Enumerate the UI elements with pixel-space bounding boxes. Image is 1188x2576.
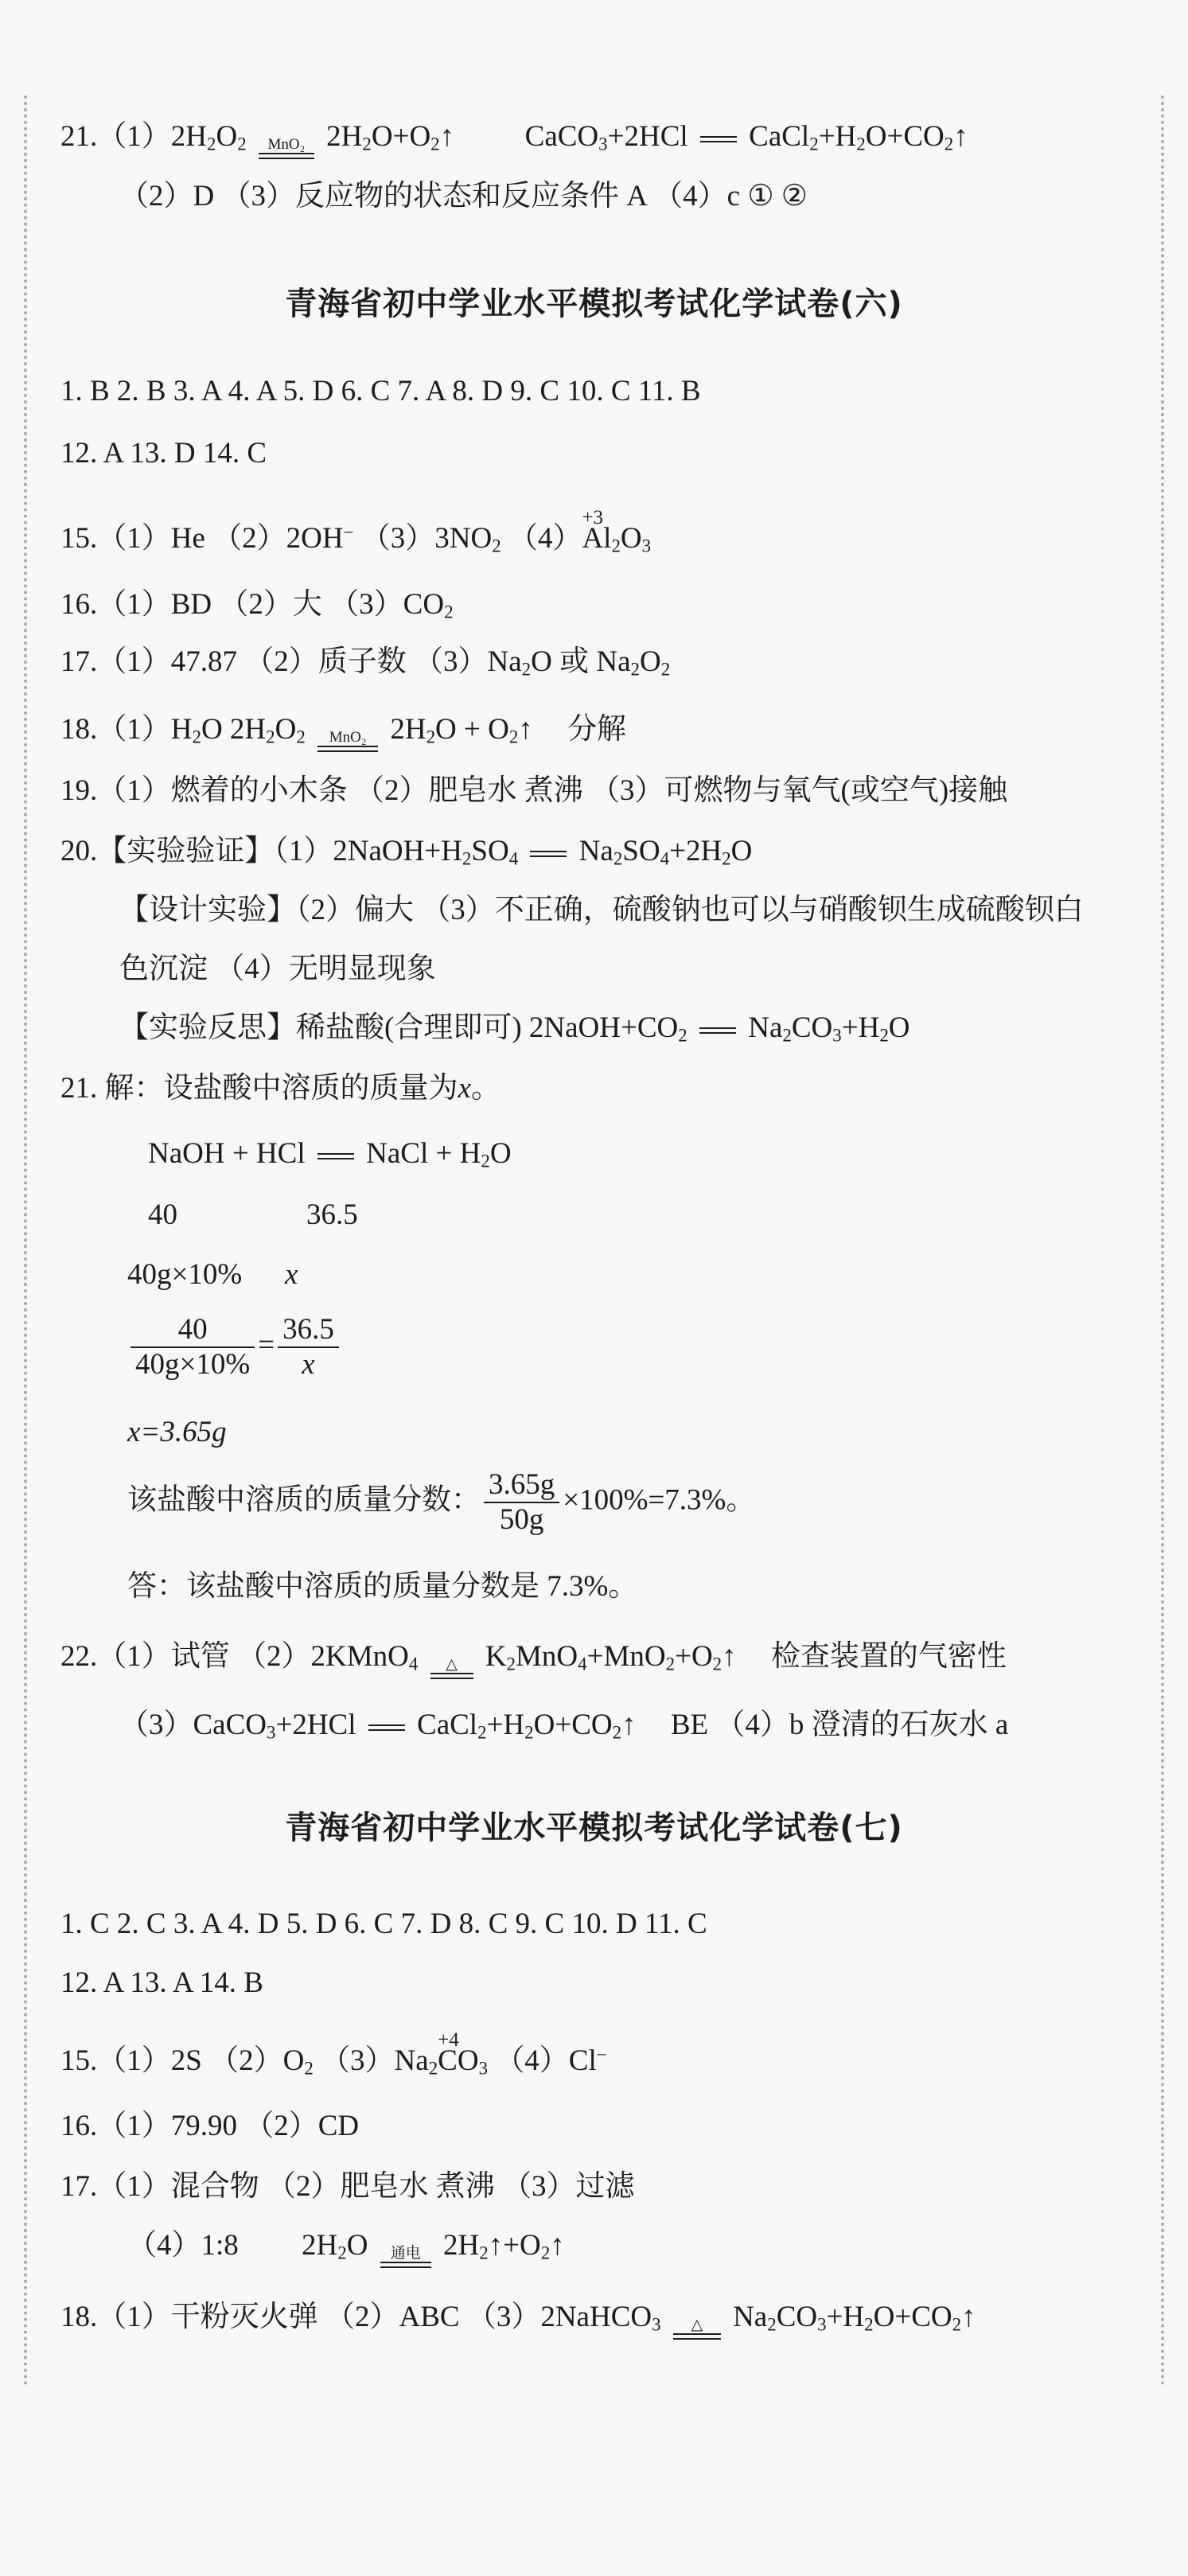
q17-6: 17.（1）47.87 （2）质子数 $(3)Na_2O$ 或 $Na_2O_2$: [60, 645, 671, 680]
q21-6-result: x=3.65g: [127, 1416, 227, 1448]
oxidation-state: +4 CO: [438, 2029, 479, 2077]
q20-6-line2: 【设计实验】（2）偏大 （3）不正确，硫酸钠也可以与硝酸钡生成硫酸钡白: [119, 894, 1084, 926]
q17-7-line2: （4）1:8 $2H_2O$ 通电 $2H_2↑+O_2↑$: [127, 2228, 565, 2278]
left-dotted-margin: [24, 95, 27, 2387]
reaction-condition: MnO₂: [259, 137, 314, 169]
q21-6-intro: 21. 解：设盐酸中溶质的质量为x。: [60, 1072, 501, 1105]
q16-7: 16.（1）79.90 （2）CD: [60, 2110, 360, 2142]
q21-prev-line1: $21.(1)2H_2O_2$ MnO₂ $2H_2O+O_2↑$ CaCO$_3$+2HCl $CaCl_2+H_2O+CO_2↑$: [60, 119, 968, 169]
q18-6: $18.(1)H_2O$ $2H_2O_2$ MnO₂ $2H_2O$ + $O_2↑$ 分解: [60, 712, 626, 762]
q21-6-equation: NaOH + HCl NaCl + $H_2O$: [148, 1137, 512, 1171]
q15-7: 15.（1）2S $(2)O_2$ $(3)Na_2$ +4 $CO_3$ （4）Cl−: [60, 2029, 607, 2079]
q15-6: 15.（1）He （2）2OH− $(3)3NO_2$ （4） +3 $Al_2O_3$: [60, 507, 652, 556]
q18-7: 18.（1）干粉灭火弹 （2）ABC （3）2NaHCO$_3$ △ $Na_2CO_3+H_2O+CO_2↑$: [60, 2300, 976, 2349]
mc-answers-6-row1: 1. B 2. B 3. A 4. A 5. D 6. C 7. A 8. D 9. C 10. C 11. B: [60, 375, 701, 407]
q21-6-proportion: $\frac{40}{40g\times 10\%}$ = $\frac{36.5}{x}$: [127, 1313, 342, 1382]
q21-6-molar-mass-b: 36.5: [306, 1198, 358, 1231]
q20-6-line3: 色沉淀 （4）无明显现象: [119, 953, 436, 985]
right-dotted-margin: [1161, 95, 1164, 2387]
section-title-7: 青海省初中学业水平模拟考试化学试卷(七): [285, 1810, 903, 1846]
q20-6-line4: 【实验反思】稀盐酸(合理即可) $2NaOH+CO_2$ $Na_2CO_3+H_2O$: [119, 1011, 910, 1046]
q21-6-mass-a: 40g×10%: [127, 1258, 243, 1291]
section-title-6: 青海省初中学业水平模拟考试化学试卷(六): [285, 286, 903, 322]
q21-prev-line2: （2）D （3）反应物的状态和反应条件 A （4）c ① ②: [119, 180, 808, 212]
q16-6: 16.（1）BD （2）大 $(3)CO_2$: [60, 588, 454, 622]
q22-6-line2: （3）CaCO$_3$+2HCl $CaCl_2+H_2O+CO_2↑$ BE （4）b 澄清的石灰水 a: [119, 1709, 1009, 1743]
reaction-condition: 通电: [380, 2246, 431, 2278]
reaction-condition: MnO₂: [317, 730, 378, 762]
reaction-condition: △: [430, 1657, 473, 1689]
oxidation-state: +3 Al: [582, 507, 612, 555]
mc-answers-6-row2: 12. A 13. D 14. C: [60, 437, 267, 470]
mc-answers-7-row1: 1. C 2. C 3. A 4. D 5. D 6. C 7. D 8. C 9. C 10. D 11. C: [60, 1908, 707, 1940]
q19-6: 19.（1）燃着的小木条 （2）肥皂水 煮沸 （3）可燃物与氧气(或空气)接触: [60, 774, 1008, 807]
mc-answers-7-row2: 12. A 13. A 14. B: [60, 1966, 263, 1999]
q22-6-line1: 22.（1）试管 （2）2KMnO$_4$ △ $K_2MnO_4+MnO_2+O_2↑$ 检查装置的气密性: [60, 1639, 1007, 1689]
q17-7-line1: 17.（1）混合物 （2）肥皂水 煮沸 （3）过滤: [60, 2170, 635, 2203]
q21-6-mass-b: x: [285, 1258, 298, 1291]
q20-6-line1: 20.【实验验证】$(1)2NaOH+H_2SO_4$ $Na_2SO_4+2H_2O$: [60, 835, 753, 869]
q21-6-percentage: 该盐酸中溶质的质量分数： $\frac{3.65g}{50g}$ ×100%=7.3%。: [127, 1468, 756, 1536]
q21-6-molar-mass-a: 40: [148, 1198, 177, 1231]
reaction-condition: △: [673, 2317, 721, 2349]
q21-6-answer: 答：该盐酸中溶质的质量分数是 7.3%。: [127, 1570, 638, 1603]
